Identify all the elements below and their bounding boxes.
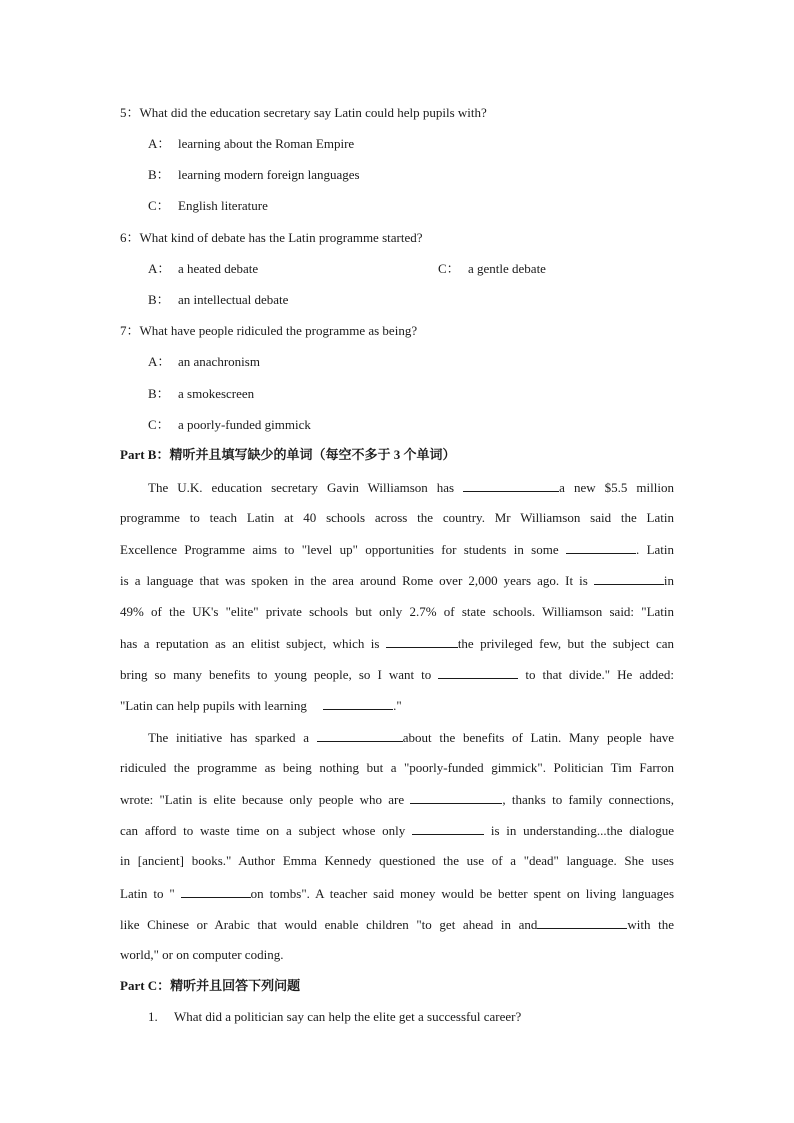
answer-blank[interactable] — [410, 791, 502, 804]
option-7a — [148, 354, 260, 370]
paragraph-line — [120, 635, 674, 652]
answer-blank[interactable] — [566, 541, 636, 554]
option-letter: B： — [148, 386, 170, 401]
paragraph-line — [120, 885, 674, 902]
option-5c — [148, 198, 268, 214]
text-segment: has a reputation as an elitist subject, which is — [120, 636, 380, 651]
paragraph-line: programme to teach Latin at 40 schools across the country. Mr Williamson said the Latin — [120, 510, 674, 525]
option-text: an intellectual debate — [178, 292, 289, 307]
option-text: a gentle debate — [468, 261, 546, 276]
option-letter: B： — [148, 167, 170, 182]
paragraph-line — [120, 697, 674, 714]
text-segment: . Latin — [635, 542, 675, 557]
text-segment: to that divide." He added: — [525, 667, 675, 682]
paragraph-line — [120, 541, 674, 558]
option-6b — [148, 292, 288, 308]
part-c-heading: Part C：精听并且回答下列问题 — [120, 978, 301, 993]
text-segment: is in understanding...the dialogue — [490, 823, 674, 838]
text-segment: wrote: "Latin is elite because only people who are — [120, 792, 405, 807]
text-segment: , thanks to family connections, — [502, 792, 674, 807]
option-text: an anachronism — [178, 354, 260, 369]
part-c-question-1 — [148, 1009, 521, 1025]
paragraph-line: in [ancient] books." Author Emma Kennedy questioned the use of a "dead" language. She uses — [120, 853, 674, 868]
answer-blank[interactable] — [412, 822, 484, 835]
answer-blank[interactable] — [594, 572, 664, 585]
answer-blank[interactable] — [181, 885, 251, 898]
text-segment: with the — [627, 917, 674, 932]
text-segment: The U.K. education secretary Gavin Williamson has — [148, 480, 455, 495]
paragraph-line — [120, 729, 674, 746]
option-letter: A： — [148, 136, 171, 151]
option-text: a poorly-funded gimmick — [178, 417, 311, 432]
text-segment: like Chinese or Arabic that would enable children "to get ahead in and — [120, 917, 538, 932]
text-segment: the privileged few, but the subject can — [457, 636, 674, 651]
answer-blank[interactable] — [386, 635, 458, 648]
question-6: 6：What kind of debate has the Latin programme started? — [120, 230, 423, 245]
paragraph-line — [120, 822, 674, 839]
paragraph-line: 49% of the UK's "elite" private schools but only 2.7% of state schools. Williamson said: "Latin — [120, 604, 674, 619]
option-letter: B： — [148, 292, 170, 307]
text-segment: about the benefits of Latin. Many people have — [402, 730, 675, 745]
text-segment: in — [663, 573, 674, 588]
text-segment: Excellence Programme aims to "level up" opportunities for students in some — [120, 542, 559, 557]
text-segment: bring so many benefits to young people, so I want to — [120, 667, 432, 682]
text-segment: The initiative has sparked a — [148, 730, 309, 745]
option-text: learning about the Roman Empire — [178, 136, 355, 151]
option-letter: C： — [438, 261, 460, 276]
answer-blank[interactable] — [537, 916, 627, 929]
text-segment: Latin to " — [120, 886, 175, 901]
paragraph-line — [120, 479, 674, 496]
question-5: 5：What did the education secretary say Latin could help pupils with? — [120, 105, 487, 120]
option-7c — [148, 417, 311, 433]
part-b-heading: Part B：精听并且填写缺少的单词（每空不多于 3 个单词） — [120, 447, 456, 462]
text-segment: is a language that was spoken in the area around Rome over 2,000 years ago. It is — [120, 573, 588, 588]
answer-blank[interactable] — [463, 479, 559, 492]
paragraph-line: ridiculed the programme as being nothing but a "poorly-funded gimmick". Politician Tim Farron — [120, 760, 674, 775]
text-segment: ." — [393, 698, 402, 713]
option-text: English literature — [178, 198, 268, 213]
option-text: a heated debate — [178, 261, 259, 276]
option-letter: A： — [148, 261, 171, 276]
text-segment: on tombs". A teacher said money would be better spent on living languages — [250, 886, 674, 901]
option-text: learning modern foreign languages — [178, 167, 360, 182]
option-letter: C： — [148, 198, 170, 213]
option-letter: C： — [148, 417, 170, 432]
answer-blank[interactable] — [317, 729, 403, 742]
question-text: What did a politician say can help the elite get a successful career? — [174, 1009, 522, 1024]
option-6c — [438, 261, 546, 277]
answer-blank[interactable] — [323, 697, 393, 710]
question-number: 1. — [148, 1009, 158, 1024]
option-7b — [148, 386, 254, 402]
question-7: 7：What have people ridiculed the programme as being? — [120, 323, 418, 338]
paragraph-line — [120, 666, 674, 683]
paragraph-line — [120, 791, 674, 808]
paragraph-line — [120, 916, 674, 933]
option-letter: A： — [148, 354, 171, 369]
option-5b — [148, 167, 360, 183]
text-segment: a new $5.5 million — [559, 480, 674, 495]
paragraph-line: world," or on computer coding. — [120, 947, 284, 962]
option-5a — [148, 136, 354, 152]
option-6a — [148, 261, 258, 277]
paragraph-line — [120, 572, 674, 589]
option-text: a smokescreen — [178, 386, 255, 401]
answer-blank[interactable] — [438, 666, 518, 679]
text-segment: "Latin can help pupils with learning — [120, 698, 307, 713]
text-segment: can afford to waste time on a subject whose only — [120, 823, 406, 838]
